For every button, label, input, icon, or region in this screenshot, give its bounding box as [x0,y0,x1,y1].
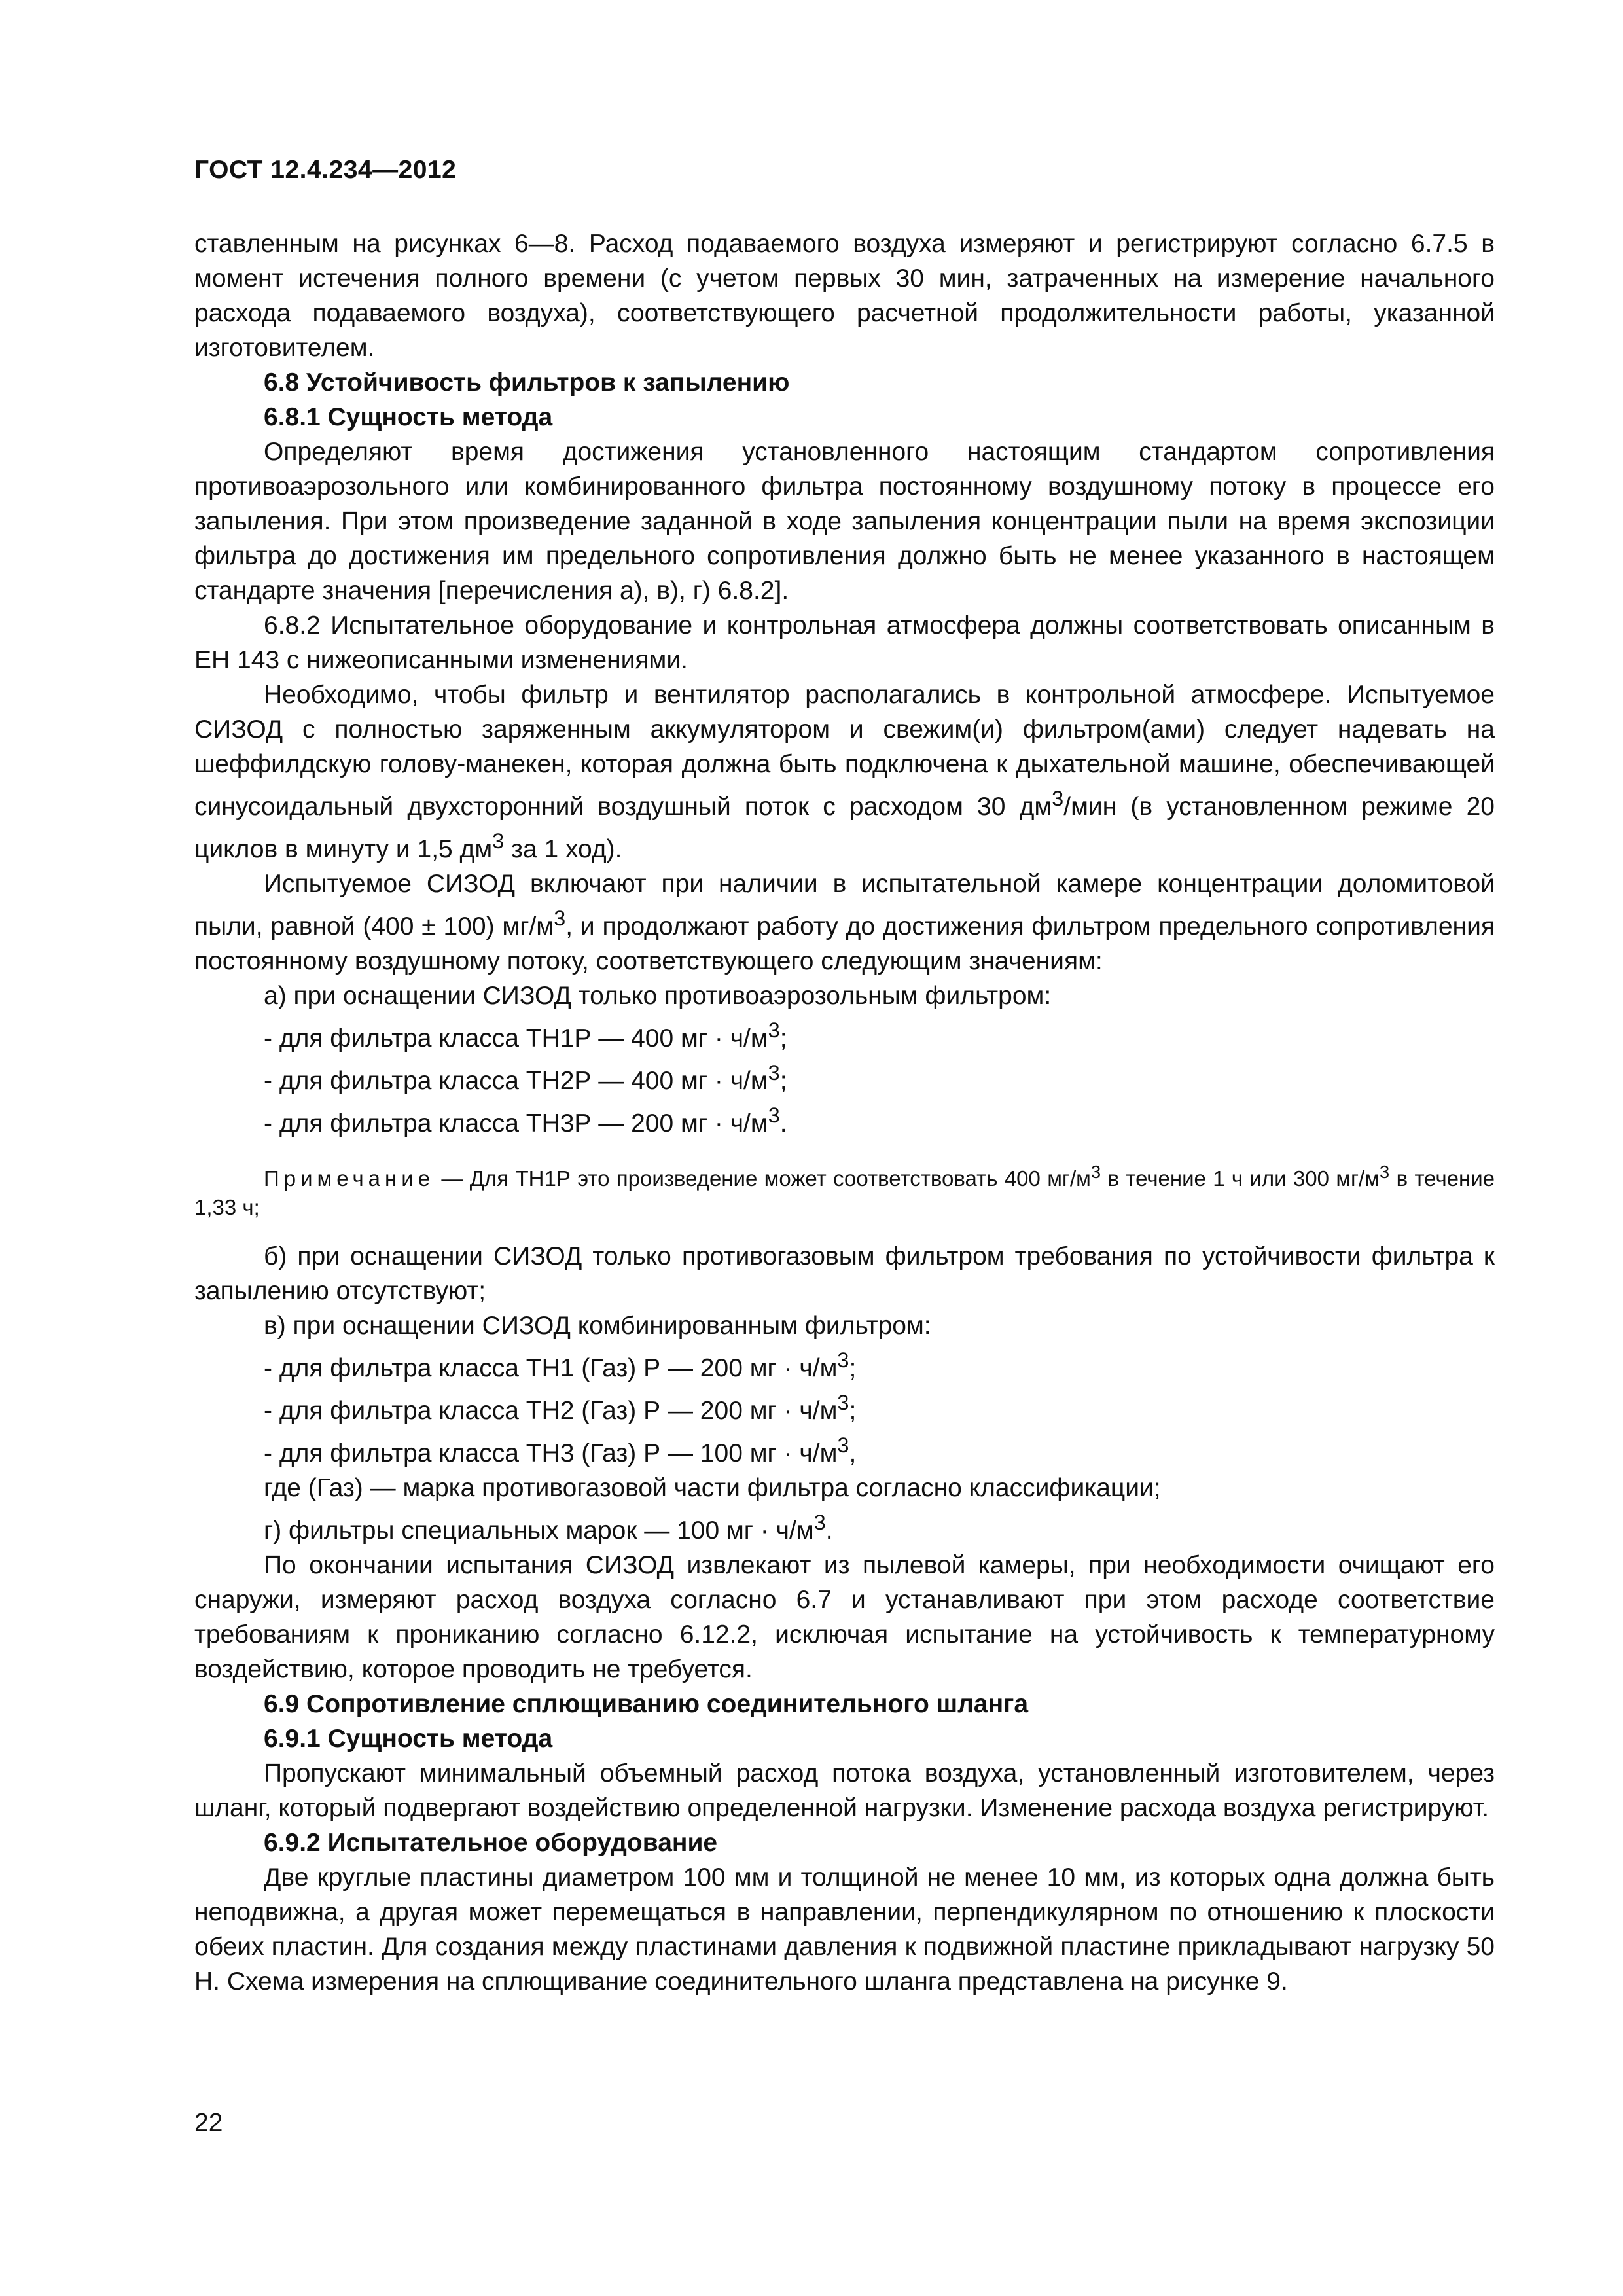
list-item: б) при оснащении СИЗОД только противогазовым фильтром требования по устойчивости фильтра к запылению отсутствуют; [194,1242,1495,1305]
note-label: Примечание [264,1166,435,1191]
section-heading-6-9: 6.9 Сопротивление сплющиванию соединительного шланга [264,1690,1029,1718]
list-item [194,1428,1495,1471]
text-run: . [779,1109,787,1138]
list-item [194,1343,1495,1386]
superscript: 3 [768,1061,780,1085]
superscript: 3 [768,1018,780,1042]
text-run: , [849,1439,857,1467]
paragraph: 6.8.2 Испытательное оборудование и контрольная атмосфера должны соответствовать описанным в ЕН 143 с нижеописанными изменениями. [194,611,1495,674]
superscript: 3 [1052,787,1064,810]
text-run: - для фильтра класса ТН3Р — 200 мг · ч/м [264,1109,768,1138]
paragraph: Определяют время достижения установленного настоящим стандартом сопротивления противоаэрозольного или комбинированного фильтра постоянному воздушному потоку в процессе его запыления. При этом произведение заданной в ходе запыления концентрации пыли на время экспозиции фильтра до достижения им предельного сопротивления должно быть не менее указанного в настоящем стандарте значения [перечисления а), в), г) 6.8.2]. [194,438,1495,605]
paragraph [194,677,1495,867]
list-item [194,1056,1495,1098]
text-run: /мин (в установленном режиме 20 циклов в минуту и 1,5 дм [194,793,1495,863]
superscript: 3 [837,1348,849,1372]
superscript: 3 [1379,1162,1390,1182]
paragraph: Пропускают минимальный объемный расход потока воздуха, установленный изготовителем, через шланг, который подвергают воздействию определенной нагрузки. Изменение расхода воздуха регистрируют. [194,1759,1495,1822]
list-item [194,1013,1495,1056]
list-item: где (Газ) — марка противогазовой части фильтра согласно классификации; [264,1474,1161,1502]
text-run: г) фильтры специальных марок — 100 мг · ч/м [264,1516,814,1545]
section-heading-6-8-1: 6.8.1 Сущность метода [264,403,553,431]
section-heading-6-9-2: 6.9.2 Испытательное оборудование [264,1829,718,1857]
list-item [194,1505,1495,1548]
text-run: - для фильтра класса ТН3 (Газ) Р — 100 мг · ч/м [264,1439,838,1467]
text-run: — Для ТН1Р это произведение может соответствовать 400 мг/м [435,1166,1091,1191]
page-number: 22 [194,2109,223,2137]
standard-header: ГОСТ 12.4.234—2012 [194,156,457,184]
superscript: 3 [492,829,505,853]
text-run: ; [779,1067,787,1095]
list-item [194,1386,1495,1428]
paragraph: По окончании испытания СИЗОД извлекают из пылевой камеры, при необходимости очищают его снаружи, измеряют расход воздуха согласно 6.7 и устанавливают при этом расходе соответствие требованиям к прониканию согласно 6.12.2, исключая испытание на устойчивость к температурному воздействию, которое проводить не требуется. [194,1551,1495,1683]
text-run: за 1 ход). [504,835,622,863]
text-run: ; [849,1354,857,1382]
superscript: 3 [554,906,566,930]
text-run: ; [779,1024,787,1052]
superscript: 3 [1090,1162,1101,1182]
superscript: 3 [768,1103,780,1127]
note [194,1158,1495,1222]
text-run: в течение 1 ч или 300 мг/м [1101,1166,1380,1191]
document-body [194,226,1495,1999]
list-item: в) при оснащении СИЗОД комбинированным фильтром: [264,1312,931,1340]
paragraph [194,867,1495,978]
paragraph: ставленным на рисунках 6—8. Расход подаваемого воздуха измеряют и регистрируют согласно 6.7.5 в момент истечения полного времени (с учетом первых 30 мин, затраченных на измерение начального расхода подаваемого воздуха), соответствующего расчетной продолжительности работы, указанной изготовителем. [194,230,1495,362]
text-run: , и продолжают работу до достижения фильтром предельного сопротивления постоянному воздушному потоку, соответствующего следующим значениям: [194,912,1495,975]
superscript: 3 [837,1391,849,1414]
text-run: ; [849,1397,857,1425]
superscript: 3 [837,1433,849,1457]
list-item: а) при оснащении СИЗОД только противоаэрозольным фильтром: [264,982,1052,1010]
text-run: в течение 1,33 ч; [194,1166,1495,1219]
text-run: Необходимо, чтобы фильтр и вентилятор располагались в контрольной атмосфере. Испытуемое СИЗОД с полностью заряженным аккумулятором и свежим(и) фильтром(ами) следует надевать на шеффилдскую голову-манекен, которая должна быть подключена к дыхательной машине, обеспечивающей синусоидальный двухсторонний воздушный поток с расходом 30 дм [194,681,1495,821]
text-run: Испытуемое СИЗОД включают при наличии в испытательной камере концентрации доломитовой пыли, равной (400 ± 100) мг/м [194,870,1495,941]
section-heading-6-9-1: 6.9.1 Сущность метода [264,1725,553,1753]
text-run: - для фильтра класса ТН2Р — 400 мг · ч/м [264,1067,768,1095]
superscript: 3 [813,1511,826,1534]
text-run: - для фильтра класса ТН1 (Газ) Р — 200 мг · ч/м [264,1354,838,1382]
list-item [194,1098,1495,1141]
paragraph: Две круглые пластины диаметром 100 мм и толщиной не менее 10 мм, из которых одна должна быть неподвижна, а другая может перемещаться в направлении, перпендикулярном по отношению к плоскости обеих пластин. Для создания между пластинами давления к подвижной пластине прикладывают нагрузку 50 Н. Схема измерения на сплющивание соединительного шланга представлена на рисунке 9. [194,1863,1495,1996]
section-heading-6-8: 6.8 Устойчивость фильтров к запылению [264,368,790,397]
text-run: . [825,1516,833,1545]
text-run: - для фильтра класса ТН2 (Газ) Р — 200 мг · ч/м [264,1397,838,1425]
text-run: - для фильтра класса ТН1Р — 400 мг · ч/м [264,1024,768,1052]
